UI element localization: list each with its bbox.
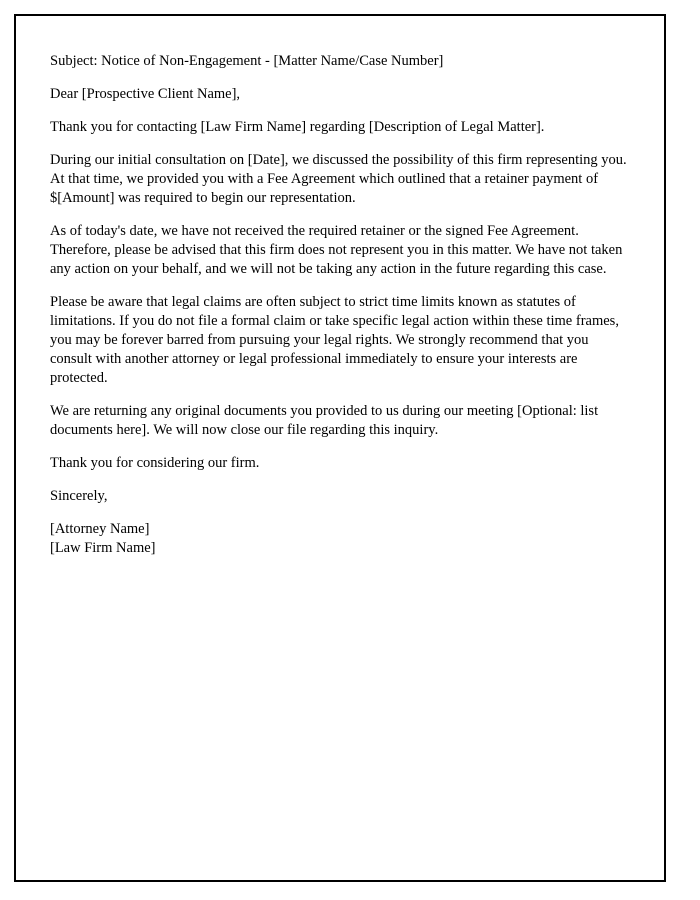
closing: Sincerely, (50, 488, 108, 504)
signature-law-firm-name: [Law Firm Name] (50, 540, 156, 556)
paragraph-consultation: During our initial consultation on [Date], we discussed the possibility of this firm representing you. At that time, we provided you with a Fee Agreement which outlined that a retainer payment of $[Amount] was required to begin our representation. (50, 152, 627, 206)
signature-attorney-name: [Attorney Name] (50, 521, 150, 537)
paragraph-returning-documents: We are returning any original documents you provided to us during our meeting [Optional: list documents here]. We will now close our file regarding this inquiry. (50, 403, 599, 438)
paragraph-thanks: Thank you for considering our firm. (50, 455, 260, 471)
paragraph-non-engagement: As of today's date, we have not received the required retainer or the signed Fee Agreement. Therefore, please be advised that this firm does not represent you in this matter. We have not taken any action on your behalf, and we will not be taking any action in the future regarding this case. (50, 223, 623, 277)
letter-page (14, 14, 666, 882)
paragraph-statute-warning: Please be aware that legal claims are often subject to strict time limits known as statutes of limitations. If you do not file a formal claim or take specific legal action within these time frames, you may be forever barred from pursuing your legal rights. We strongly recommend that you consult with another attorney or legal professional immediately to ensure your interests are protected. (50, 294, 619, 386)
signature-block (50, 520, 628, 558)
subject-line: Subject: Notice of Non-Engagement - [Matter Name/Case Number] (50, 53, 444, 69)
salutation: Dear [Prospective Client Name], (50, 86, 241, 102)
paragraph-intro: Thank you for contacting [Law Firm Name] regarding [Description of Legal Matter]. (50, 119, 545, 135)
